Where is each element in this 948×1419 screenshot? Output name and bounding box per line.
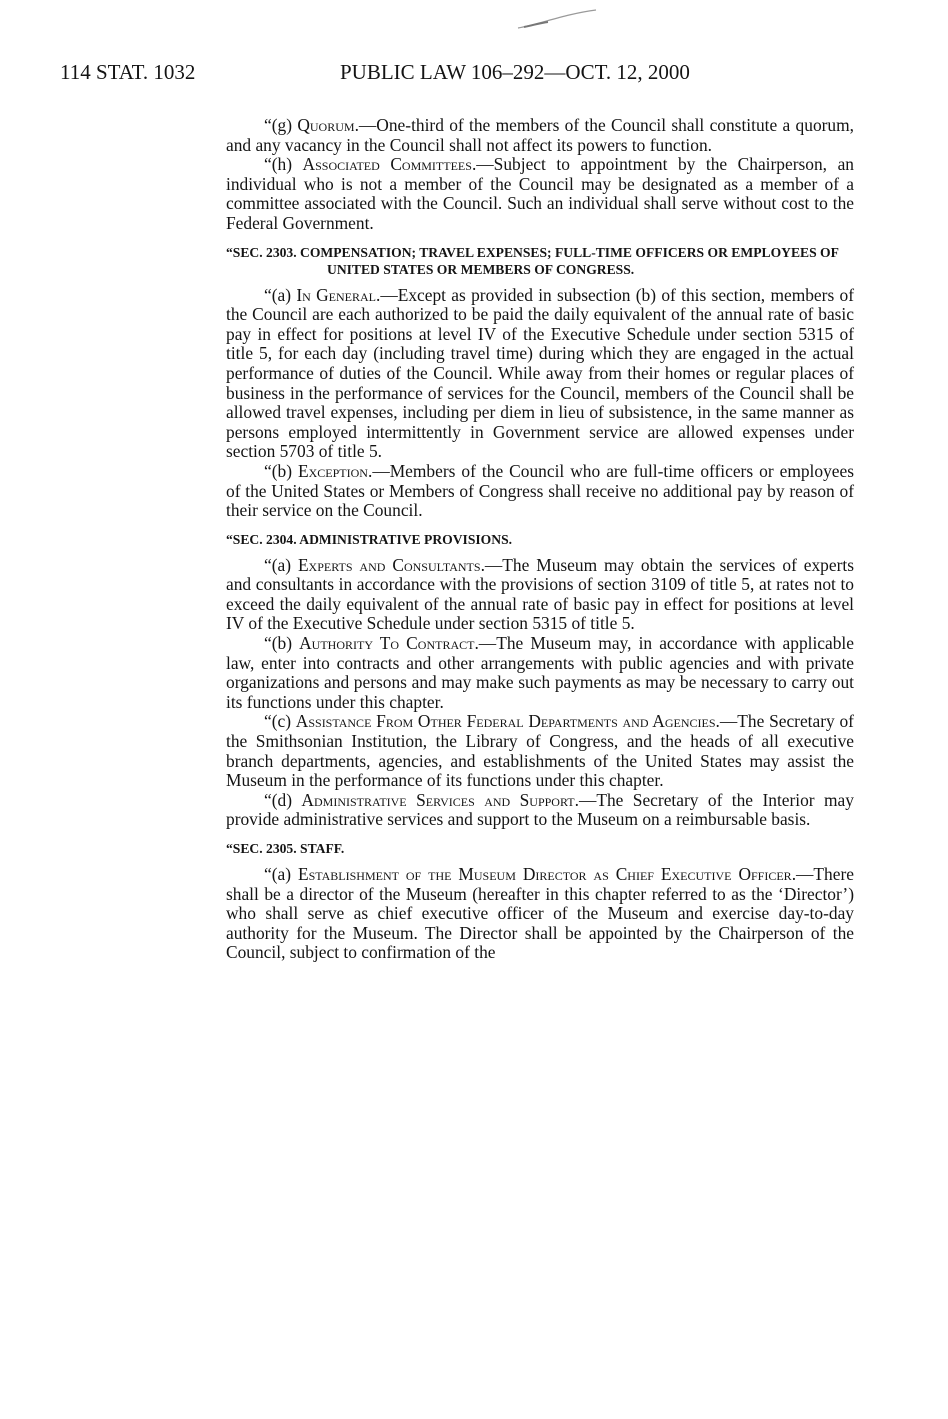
paragraph-heading: Establishment of the Museum Director as Chief Executive Officer [297,864,792,884]
paragraph-2304-c: “(c) Assistance From Other Federal Departments and Agencies.—The Secretary of the Smithsonian Institution, the Library of Congress, and the heads of all executive branch departments, agencies, and establishments of the United States may assist the Museum in the performance of its functions under this chapter. [226,711,854,791]
paragraph-2303-a: “(a) In General.—Except as provided in subsection (b) of this section, members of the Council are each authorized to be paid the daily equivalent of the annual rate of basic pay in effect for positions at level IV of the Executive Schedule under section 5315 of title 5, for each day (including travel time) during which they are engaged in the actual performance of duties of the Council. While away from their homes or regular places of business in the performance of services for the Council, members of the Council shall be allowed travel expenses, including per diem in lieu of subsistence, in the same manner as persons employed intermittently in Government service are allowed expenses under section 5703 of title 5. [226,284,854,462]
paragraph-heading: Quorum [297,115,355,135]
stat-reference: 114 STAT. 1032 [60,60,196,84]
page-header [60,60,760,90]
paragraph-heading: Experts and Consultants [297,554,481,575]
section-heading-2303: “SEC. 2303. COMPENSATION; TRAVEL EXPENSES; FULL-TIME OFFICERS OR EMPLOYEES OF UNITED STATES OR MEMBERS OF CONGRESS. [226,244,839,277]
paragraph-heading: Authority To Contract [299,633,475,654]
paragraph-heading: Administrative Services and Support [301,789,575,810]
paragraph-heading: Associated Committees [302,154,472,175]
section-heading-2305: “SEC. 2305. STAFF. [226,841,345,856]
paragraph-h-associated-committees: “(h) Associated Committees.—Subject to appointment by the Chairperson, an individual who is not a member of the Council may be designated as a member of a committee associated with the Council. Such an individual shall serve without cost to the Federal Government. [226,154,854,233]
pen-scratch-mark [510,4,600,34]
paragraph-heading: Exception [298,460,368,481]
paragraph-2304-b: “(b) Authority To Contract.—The Museum may, in accordance with applicable law, enter into contracts and other arrangements with public agencies and with private organizations and persons and may make such payments as may be necessary to carry out its functions under this chapter. [226,633,854,712]
paragraph-heading: In General [296,284,376,305]
section-heading-2304: “SEC. 2304. ADMINISTRATIVE PROVISIONS. [226,531,513,547]
paragraph-g-quorum: “(g) Quorum.—One-third of the members of the Council shall constitute a quorum, and any vacancy in the Council shall not affect its powers to function. [226,115,854,155]
paragraph-2304-a: “(a) Experts and Consultants.—The Museum may obtain the services of experts and consultants in accordance with the provisions of section 3109 of title 5, at rates not to exceed the daily equivalent of the annual rate of basic pay in effect for positions at level IV of the Executive Schedule under section 5315 of title 5. [226,554,854,634]
paragraph-2303-b: “(b) Exception.—Members of the Council who are full-time officers or employees of the United States or Members of Congress shall receive no additional pay by reason of their service on the Council. [226,460,854,521]
paragraph-heading: Assistance From Other Federal Departments and Agencies [295,711,716,732]
paragraph-2304-d: “(d) Administrative Services and Support.—The Secretary of the Interior may provide administrative services and support to the Museum on a reimbursable basis. [226,789,854,830]
document-body [226,116,854,963]
paragraph-2305-a: “(a) Establishment of the Museum Director as Chief Executive Officer.—There shall be a director of the Museum (hereafter in this chapter referred to as the ‘Director’) who shall serve as chief executive officer of the Museum and exercise day-to-day authority for the Museum. The Director shall be appointed by the Chairperson of the Council, subject to confirmation of the [226,864,854,963]
law-reference: PUBLIC LAW 106–292—OCT. 12, 2000 [340,60,690,84]
